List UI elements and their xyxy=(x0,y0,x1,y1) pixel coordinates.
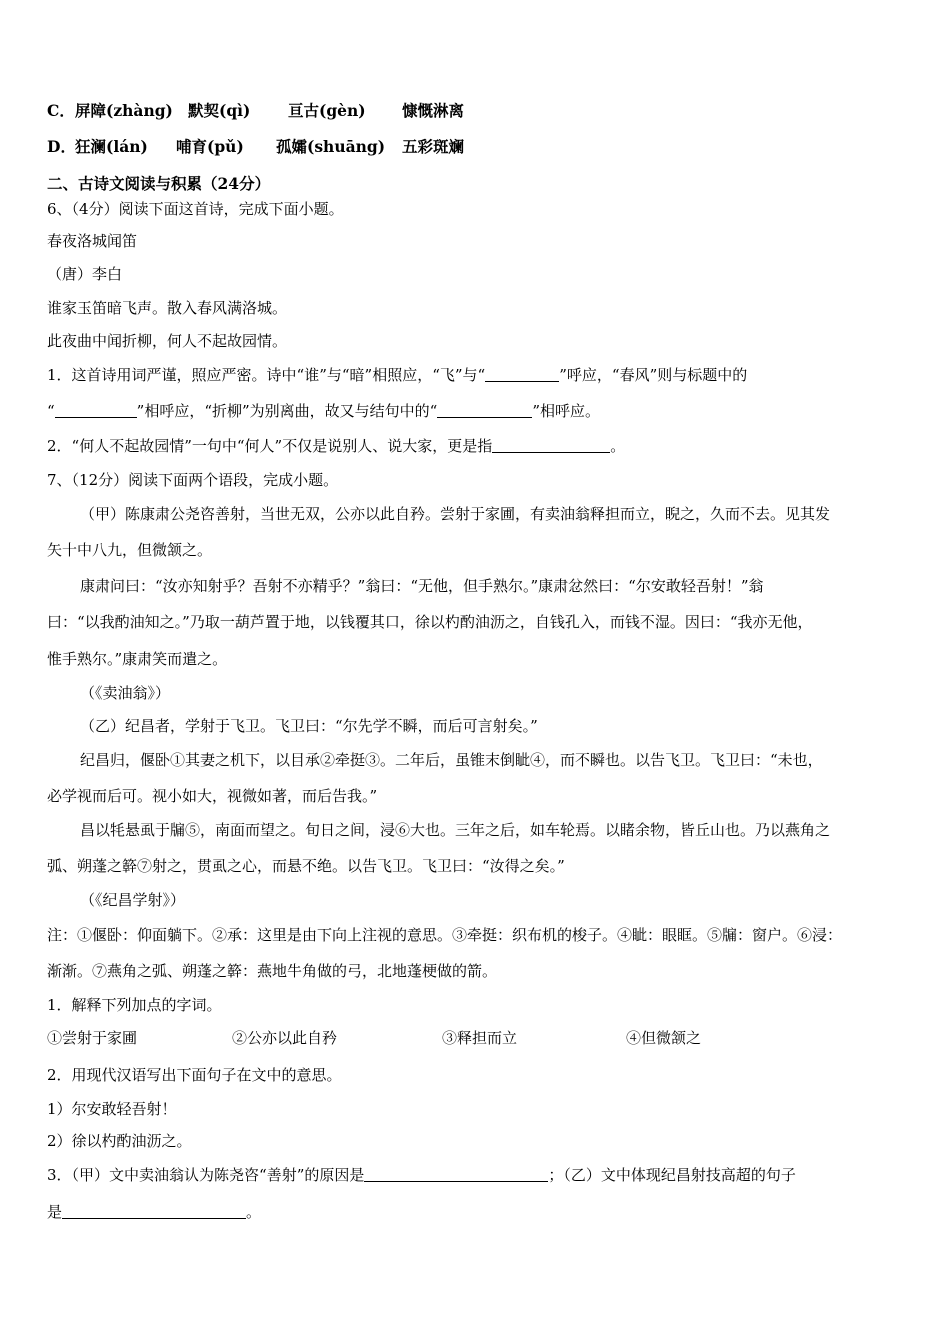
option-d-item: 狂澜(lán) xyxy=(75,137,148,156)
q7-sub2: 2．用现代汉语写出下面句子在文中的意思。 xyxy=(47,1066,342,1084)
passage-yi-line: 纪昌归，偃卧①其妻之机下，以目承②牵挺③。二年后，虽锥末倒眦④，而不瞬也。以告飞卫。飞卫曰：“未也， xyxy=(80,751,823,769)
poem-author: （唐）李白 xyxy=(47,265,123,283)
answer-blank[interactable] xyxy=(55,402,137,418)
passage-yi-line: 昌以牦悬虱于牖⑤，南面而望之。旬日之间，浸⑥大也。三年之后，如车轮焉。以睹余物，皆丘山也。乃以燕角之 xyxy=(80,821,831,839)
q7-sub3-text: 3．（甲）文中卖油翁认为陈尧咨“善射”的原因是 xyxy=(47,1166,365,1184)
q7-sub2-item: 2）徐以杓酌油沥之。 xyxy=(47,1132,192,1150)
passage-jia-line: 矢十中八九，但微颔之。 xyxy=(47,541,213,559)
option-c-item: 默契(qì) xyxy=(188,101,251,120)
poem-title: 春夜洛城闻笛 xyxy=(47,232,138,250)
answer-blank[interactable] xyxy=(492,437,610,453)
q6-sub2-text: 2．“何人不起故园情”一句中“何人”不仅是说别人、说大家，更是指 xyxy=(47,437,493,455)
q7-sub3-line1 xyxy=(47,1165,796,1185)
answer-blank[interactable] xyxy=(364,1166,548,1182)
q6-sub1-text: 1．这首诗用词严谨，照应严密。诗中“谁”与“暗”相照应，“飞”与“ xyxy=(47,366,486,384)
notes-line: 注：①偃卧：仰面躺下。②承：这里是由下向上注视的意思。③牵挺：织布机的梭子。④眦：眼眶。⑤牖：窗户。⑥浸： xyxy=(47,926,843,944)
q6-sub1-line2 xyxy=(47,401,600,421)
passage-jia-line: 康肃问曰：“汝亦知射乎？吾射不亦精乎？”翁曰：“无他，但手熟尔。”康肃忿然曰：“尔安敢轻吾射！”翁 xyxy=(80,577,764,595)
q7-sub3-text: ；（乙）文中体现纪昌射技高超的句子 xyxy=(548,1166,796,1184)
passage-yi-source: （《纪昌学射》） xyxy=(80,891,186,909)
passage-yi-line: 弧、朔蓬之簳⑦射之，贯虱之心，而悬不绝。以告飞卫。飞卫曰：“汝得之矣。” xyxy=(47,857,565,875)
q6-sub1-text: ”相呼应，“折柳”为别离曲，故又与结句中的“ xyxy=(136,402,438,420)
q6-sub1-text: ”呼应，“春风”则与标题中的 xyxy=(559,366,748,384)
word-item: ②公亦以此自矜 xyxy=(232,1029,338,1047)
option-d-item: 五彩斑斓 xyxy=(402,137,465,156)
q6-sub1-text: ”相呼应。 xyxy=(532,402,601,420)
passage-yi-line: 必学视而后可。视小如大，视微如著，而后告我。” xyxy=(47,787,378,805)
word-item: ①尝射于家圃 xyxy=(47,1029,138,1047)
word-item: ④但微颔之 xyxy=(626,1029,702,1047)
q7-intro: 7、（12分）阅读下面两个语段，完成小题。 xyxy=(47,471,339,489)
poem-line: 此夜曲中闻折柳，何人不起故园情。 xyxy=(47,332,288,350)
option-d-label: D． xyxy=(47,137,76,156)
q7-sub3-line2 xyxy=(47,1202,261,1222)
passage-yi-line: （乙）纪昌者，学射于飞卫。飞卫曰：“尔先学不瞬，而后可言射矣。” xyxy=(80,717,538,735)
option-c-item: 慷慨淋离 xyxy=(402,101,465,120)
q7-sub1: 1．解释下列加点的字词。 xyxy=(47,996,222,1014)
option-c-label: C． xyxy=(47,101,75,120)
option-d-item: 哺育(pǔ) xyxy=(176,137,244,156)
passage-jia-line: （甲）陈康肃公尧咨善射，当世无双，公亦以此自矜。尝射于家圃，有卖油翁释担而立，睨之，久而不去。见其发 xyxy=(80,505,831,523)
poem-line: 谁家玉笛暗飞声。散入春风满洛城。 xyxy=(47,299,288,317)
q6-sub2 xyxy=(47,436,625,456)
answer-blank[interactable] xyxy=(62,1203,246,1219)
answer-blank[interactable] xyxy=(437,402,532,418)
answer-blank[interactable] xyxy=(485,366,559,382)
passage-jia-source: （《卖油翁》） xyxy=(80,684,171,702)
q7-sub3-text: 是 xyxy=(47,1203,63,1221)
option-c-item: 屏障(zhàng) xyxy=(75,101,173,120)
passage-jia-line: 惟手熟尔。”康肃笑而遣之。 xyxy=(47,650,228,668)
q6-sub1-line1 xyxy=(47,365,747,385)
q7-sub3-text: 。 xyxy=(246,1203,262,1221)
q6-intro: 6、（4分）阅读下面这首诗，完成下面小题。 xyxy=(47,200,344,218)
section-title: 二、古诗文阅读与积累（24分） xyxy=(47,174,271,193)
q6-sub2-text: 。 xyxy=(610,437,626,455)
passage-jia-line: 曰：“以我酌油知之。”乃取一葫芦置于地，以钱覆其口，徐以杓酌油沥之，自钱孔入，而钱不湿。因曰：“我亦无他， xyxy=(47,613,813,631)
option-d-item: 孤孀(shuāng) xyxy=(276,137,386,156)
q6-sub1-text: “ xyxy=(47,402,55,420)
word-item: ③释担而立 xyxy=(442,1029,518,1047)
q7-sub2-item: 1）尔安敢轻吾射！ xyxy=(47,1100,177,1118)
notes-line: 渐渐。⑦燕角之弧、朔蓬之簳：燕地牛角做的弓，北地蓬梗做的箭。 xyxy=(47,962,498,980)
option-c-item: 亘古(gèn) xyxy=(288,101,366,120)
